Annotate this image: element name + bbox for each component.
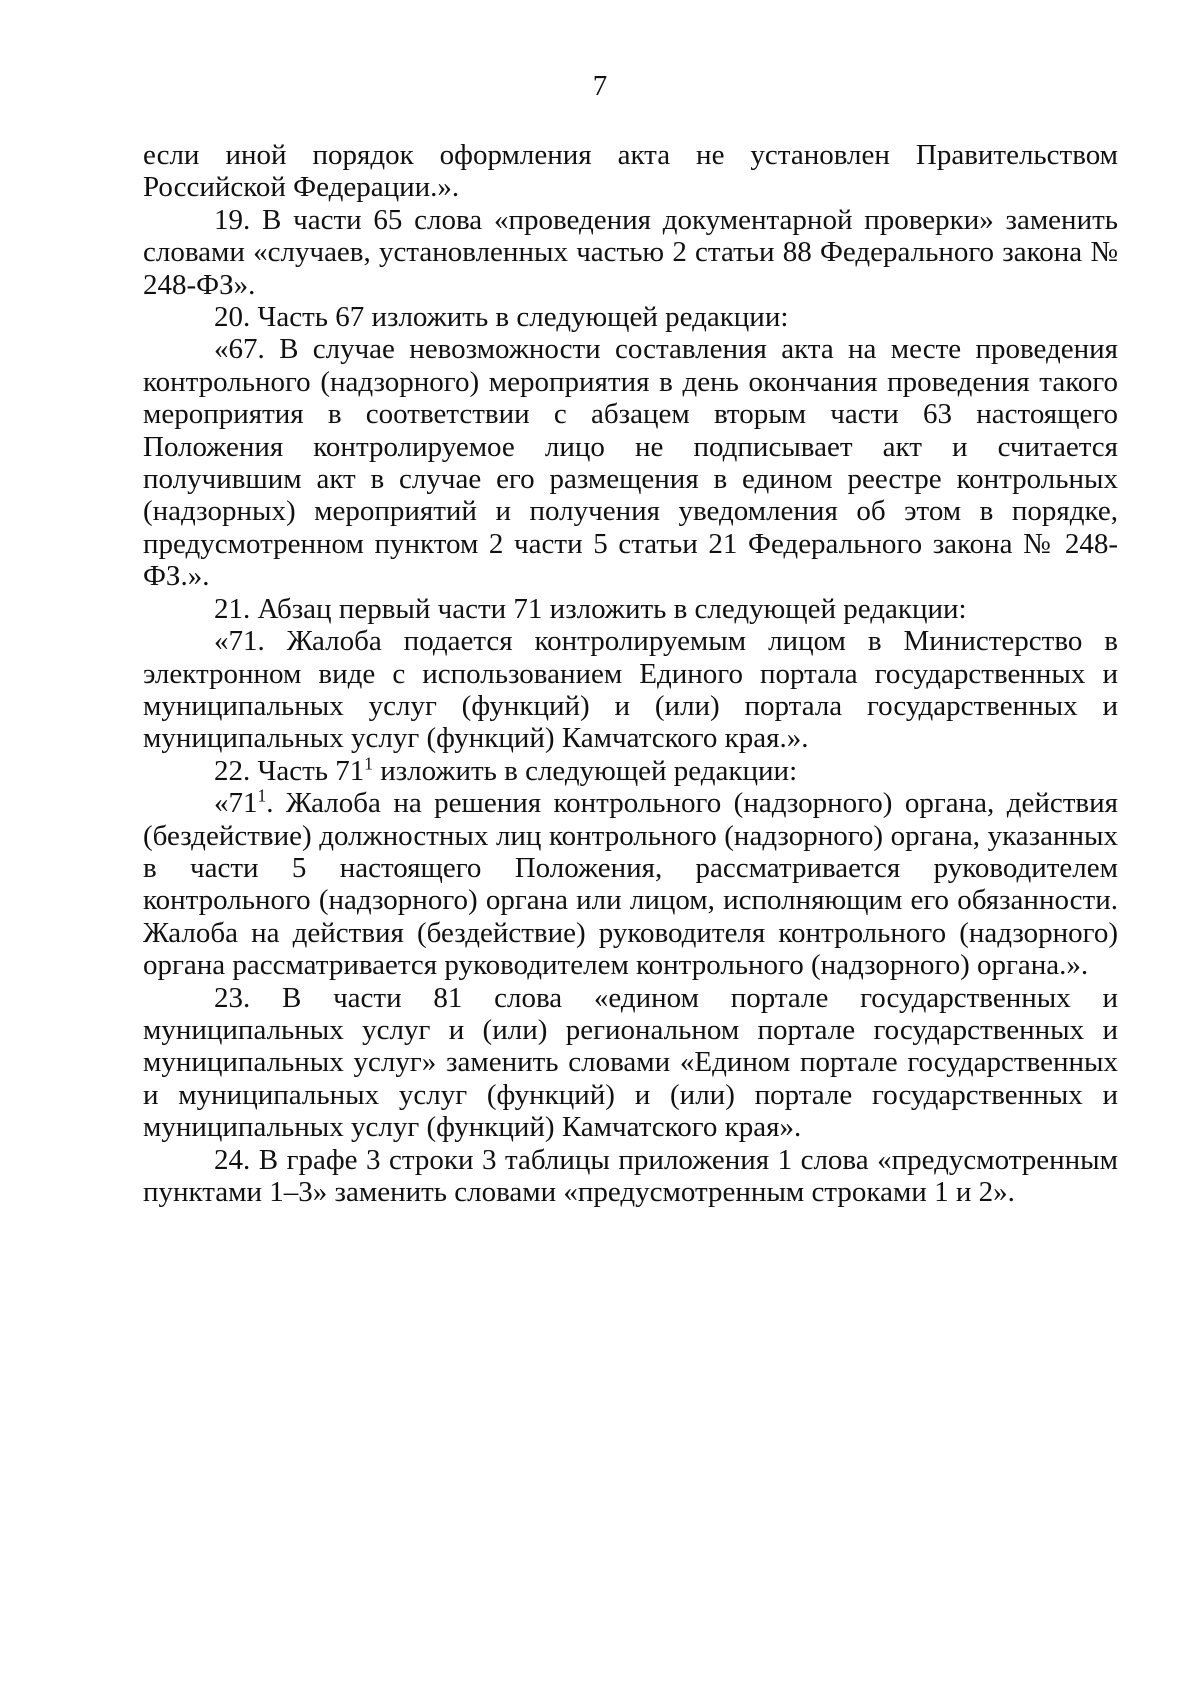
page-number: 7 xyxy=(592,70,608,102)
superscript-1: 1 xyxy=(364,753,373,774)
paragraph-quote-67: «67. В случае невозможности составления акта на месте проведения контрольного (надзорного) мероприятия в день окончания проведения такого мероприятия в соответствии с абзацем вторым части 63 настоящего Положения контролируемое лицо не подписывает акт и считается получившим акт в случае его размещения в едином реестре контрольных (надзорных) мероприятий и получения уведомления об этом в порядке, предусмотренном пунктом 2 части 5 статьи 21 Федерального закона № 248-ФЗ.». xyxy=(143,333,1118,593)
paragraph-item-19: 19. В части 65 слова «проведения документарной проверки» заменить словами «случаев, установленных частью 2 статьи 88 Федерального закона № 248-ФЗ». xyxy=(143,203,1118,301)
paragraph-item-20: 20. Часть 67 изложить в следующей редакции: xyxy=(214,301,789,334)
paragraph-quote-71: «71. Жалоба подается контролируемым лицом в Министерство в электронном виде с использованием Единого портала государственных и муниципальных услуг (функций) и (или) портала государственных и муниципальных услуг (функций) Камчатского края.». xyxy=(143,625,1118,755)
paragraph-item-21: 21. Абзац первый части 71 изложить в следующей редакции: xyxy=(214,592,967,625)
paragraph-item-23: 23. В части 81 слова «едином портале государственных и муниципальных услуг и (или) региональном портале государственных и муниципальных услуг» заменить словами «Едином портале государственных и муниципальных услуг (функций) и (или) портале государственных и муниципальных услуг (функций) Камчатского края». xyxy=(143,981,1118,1144)
paragraph-item-24: 24. В графе 3 строки 3 таблицы приложения 1 слова «предусмотренным пунктами 1–3» заменить словами «предусмотренным строками 1 и 2». xyxy=(143,1143,1118,1208)
paragraph-item-22 xyxy=(143,755,1118,787)
paragraph-quote-71-1 xyxy=(143,787,1118,981)
paragraph-continuation: если иной порядок оформления акта не установлен Правительством Российской Федерации.». xyxy=(143,139,1118,204)
document-body xyxy=(143,139,1118,1208)
paragraph-quote-71-1-after: . Жалоба на решения контрольного (надзорного) органа, действия (бездействие) должностных лиц контрольного (надзорного) органа, указанных в части 5 настоящего Положения, рассматривается руководителем контрольного (надзорного) органа или лицом, исполняющим его обязанности. Жалоба на действия (бездействие) руководителя контрольного (надзорного) органа рассматривается руководителем контрольного (надзорного) органа.». xyxy=(143,787,1118,982)
paragraph-item-22-after: изложить в следующей редакции: xyxy=(372,754,798,787)
superscript-1: 1 xyxy=(257,785,267,806)
paragraph-item-22-before: 22. Часть 71 xyxy=(214,754,365,787)
paragraph-quote-71-1-before: «71 xyxy=(214,787,258,820)
